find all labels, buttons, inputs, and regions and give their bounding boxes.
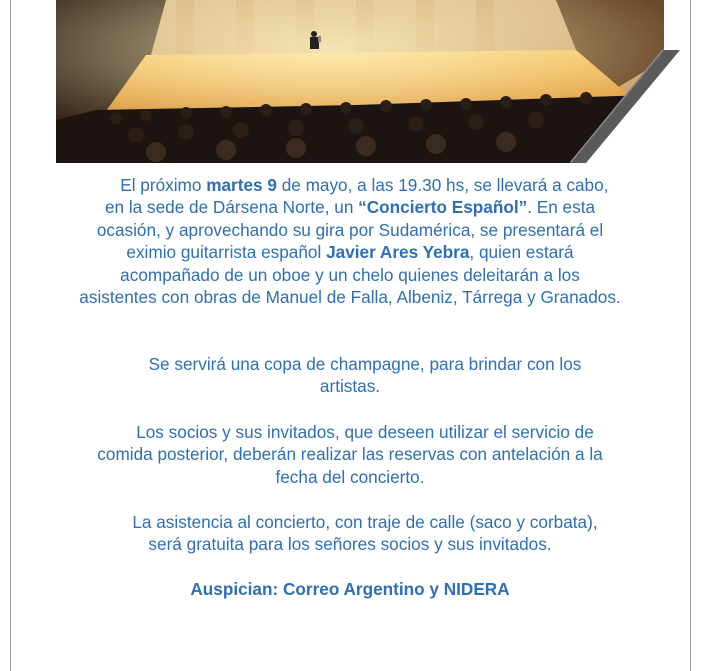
- p2-line-2: artistas.: [319, 376, 381, 397]
- p1-line-2: [18, 196, 682, 218]
- concert-title: “Concierto Español”: [358, 197, 528, 218]
- text-run: eximio guitarrista español: [126, 242, 327, 263]
- text-run: . En esta: [527, 197, 596, 218]
- p3-line-1: Los socios y sus invitados, que deseen utilizar el servicio de: [136, 422, 594, 442]
- paragraph-attendance: [18, 511, 682, 556]
- paragraph-champagne: [18, 353, 682, 398]
- performer-name: Javier Ares Yebra: [326, 242, 470, 263]
- sponsors-line: Auspician: Correo Argentino y NIDERA: [190, 579, 510, 599]
- paragraph-concert-announcement: [18, 174, 682, 308]
- text-run: , quien estará: [469, 242, 574, 263]
- p3-line-3: fecha del concierto.: [275, 466, 425, 487]
- p1-line-1: [18, 174, 682, 196]
- p4-line-1: La asistencia al concierto, con traje de calle (saco y corbata),: [132, 512, 598, 532]
- p1-line-4: [18, 241, 682, 263]
- p3-line-2: comida posterior, deberán realizar las reservas con antelación a la: [97, 444, 603, 465]
- date-highlight: martes 9: [206, 175, 277, 195]
- paragraph-dinner-reservation: [18, 421, 682, 488]
- p1-line-6: asistentes con obras de Manuel de Falla, Albeniz, Tárrega y Granados.: [79, 287, 621, 308]
- p2-line-1: Se servirá una copa de champagne, para brindar con los: [148, 354, 582, 374]
- p4-line-2: será gratuita para los señores socios y sus invitados.: [148, 534, 552, 555]
- paragraph-sponsors: [18, 578, 682, 600]
- text-run: El próximo: [120, 175, 207, 195]
- text-run: de mayo, a las 19.30 hs, se llevará a cabo,: [276, 175, 609, 195]
- p1-line-5: acompañado de un oboe y un chelo quienes deleitarán a los: [120, 264, 580, 285]
- p1-line-3: ocasión, y aprovechando su gira por Sudamérica, se presentará el: [96, 219, 604, 240]
- concert-hall-photo: [56, 0, 680, 163]
- text-run: en la sede de Dársena Norte, un: [104, 197, 359, 218]
